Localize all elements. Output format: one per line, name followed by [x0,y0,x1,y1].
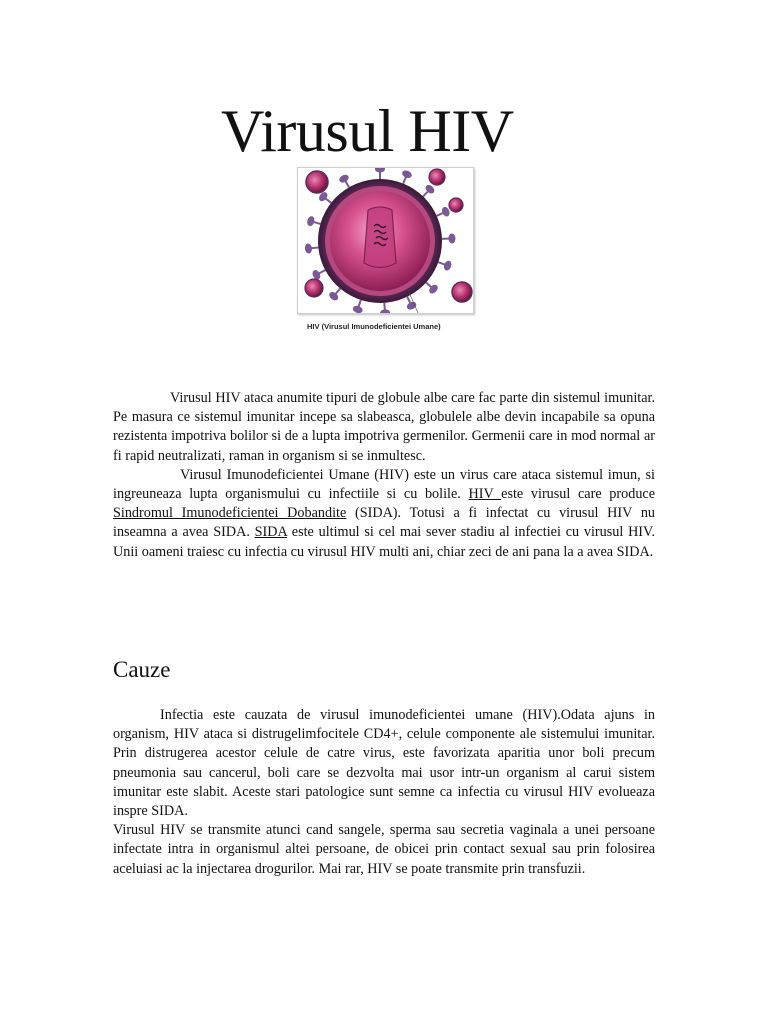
cauze-paragraph-2: Virusul HIV se transmite atunci cand sangele, sperma sau secretia vaginala a unei persoane infectate intra in organismul altei persoane, de obicei prin contact sexual sau prin folosirea aceluiasi ac la injectarea drogurilor. Mai rar, HIV se poate transmite prin transfuzii. [113,822,655,877]
cauze-heading: Cauze [113,657,171,682]
cauze-paragraph-1: Infectia este cauzata de virusul imunodeficientei umane (HIV).Odata ajuns in organism, HIV ataca si distrugelimfocitele CD4+, celule componente ale sistemului imunitar. Prin distrugerea acestor celule de catre virus, este favorizata aparitia unor boli precum pneumonia sau cancerul, boli care se dezvolta mai usor intr-un organism al carui sistem imunitar este slabit. Aceste stari patologice sunt semne ca infectia cu virusul HIV evolueaza inspre SIDA. [113,707,655,820]
hiv-figure [297,167,474,314]
sida-full-name-link[interactable]: Sindromul Imunodeficientei Dobandite [113,505,347,522]
intro-paragraph-2-text-d: este ultimul si cel mai sever stadiu al infectiei cu virusul HIV. Unii oameni traiesc cu infectia cu virusul HIV multi ani, chiar zeci de ani pana la a avea SIDA. [113,524,655,560]
intro-paragraph-1: Virusul HIV ataca anumite tipuri de globule albe care fac parte din sistemul imunitar. Pe masura ce sistemul imunitar incepe sa slabeasca, globulele albe devin incapabile sa opuna rezistenta impotriva bolilor si de a lupta impotriva germenilor. Germenii care in mod normal ar fi rapid neutralizati, raman in organism si se inmultesc. [113,390,655,464]
intro-section [113,389,655,562]
figure-caption: HIV (Virusul Imunodeficientei Umane) [307,322,441,331]
intro-paragraph-2-text-a: Virusul Imunodeficientei Umane (HIV) este un virus care ataca sistemul imun, si ingreuneaza lupta organismului cu infectiile si cu bolile. [113,466,655,503]
page-title: Virusul HIV [221,98,514,164]
intro-paragraph-2-text-c: (SIDA). Totusi a fi infectat cu virusul HIV nu inseamna a avea SIDA. [113,505,656,541]
intro-paragraph-2 [113,466,655,562]
sida-link[interactable]: SIDA [254,524,287,541]
hiv-link[interactable]: HIV [468,486,502,503]
hiv-virus-illustration-icon [298,168,473,313]
intro-paragraph-2-text-b: este virusul care produce [501,486,656,503]
cauze-section [113,706,655,879]
